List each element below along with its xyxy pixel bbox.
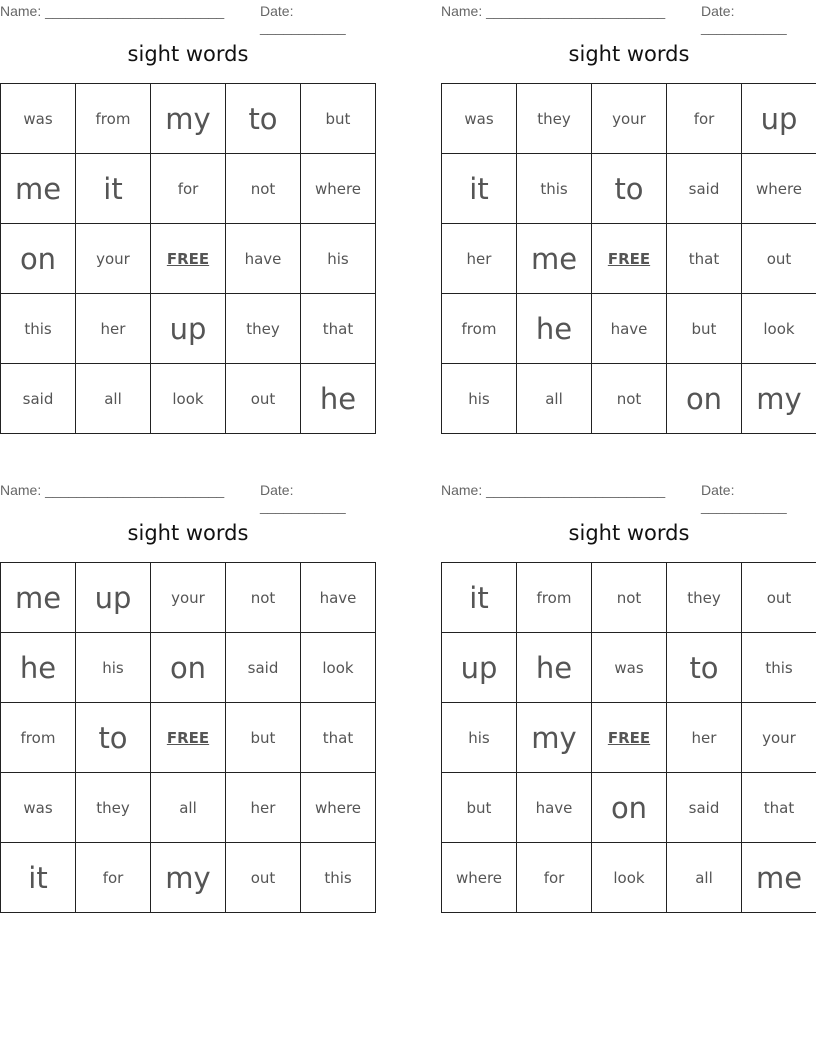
- bingo-row: [442, 294, 816, 364]
- word-cell: me: [1, 154, 76, 224]
- word-cell: it: [442, 563, 517, 633]
- bingo-card: [441, 0, 816, 416]
- word-cell: look: [301, 633, 376, 703]
- word-cell: all: [76, 364, 151, 434]
- word-cell: he: [1, 633, 76, 703]
- word-cell: they: [517, 84, 592, 154]
- date-field-label: Date: ___________: [701, 3, 787, 35]
- word-cell: that: [667, 224, 742, 294]
- word-cell: on: [592, 773, 667, 843]
- bingo-row: [1, 294, 376, 364]
- word-cell: it: [442, 154, 517, 224]
- word-cell: but: [667, 294, 742, 364]
- word-cell: said: [667, 773, 742, 843]
- word-cell: to: [226, 84, 301, 154]
- word-cell: not: [592, 364, 667, 434]
- word-cell: not: [226, 563, 301, 633]
- word-cell: all: [151, 773, 226, 843]
- bingo-row: [442, 773, 816, 843]
- word-cell: to: [592, 154, 667, 224]
- word-cell: to: [667, 633, 742, 703]
- bingo-row: [1, 84, 376, 154]
- word-cell: have: [301, 563, 376, 633]
- date-field-label: Date: ___________: [260, 3, 346, 35]
- word-cell: this: [301, 843, 376, 913]
- word-cell: this: [742, 633, 816, 703]
- free-space-cell: FREE: [592, 703, 667, 773]
- word-cell: his: [442, 703, 517, 773]
- bingo-grid: [441, 83, 816, 434]
- word-cell: where: [301, 773, 376, 843]
- word-cell: they: [226, 294, 301, 364]
- free-space-cell: FREE: [592, 224, 667, 294]
- word-cell: your: [742, 703, 816, 773]
- bingo-row: [442, 364, 816, 434]
- bingo-row: [1, 703, 376, 773]
- word-cell: this: [517, 154, 592, 224]
- word-cell: look: [151, 364, 226, 434]
- card-title: sight words: [127, 521, 249, 545]
- word-cell: her: [226, 773, 301, 843]
- word-cell: his: [76, 633, 151, 703]
- bingo-row: [442, 563, 816, 633]
- bingo-row: [1, 773, 376, 843]
- word-cell: not: [592, 563, 667, 633]
- word-cell: have: [226, 224, 301, 294]
- card-title: sight words: [127, 42, 249, 66]
- word-cell: my: [517, 703, 592, 773]
- word-cell: on: [667, 364, 742, 434]
- word-cell: but: [442, 773, 517, 843]
- date-field-label: Date: ___________: [701, 482, 787, 514]
- word-cell: from: [442, 294, 517, 364]
- word-cell: out: [742, 563, 816, 633]
- bingo-card: [441, 479, 816, 895]
- free-space-cell: FREE: [151, 703, 226, 773]
- word-cell: up: [742, 84, 816, 154]
- free-space-cell: FREE: [151, 224, 226, 294]
- name-field-label: Name: _______________________: [0, 3, 225, 19]
- bingo-card: [0, 0, 376, 416]
- word-cell: out: [226, 843, 301, 913]
- word-cell: look: [592, 843, 667, 913]
- word-cell: up: [76, 563, 151, 633]
- word-cell: where: [742, 154, 816, 224]
- word-cell: was: [1, 773, 76, 843]
- word-cell: my: [151, 843, 226, 913]
- word-cell: not: [226, 154, 301, 224]
- word-cell: he: [517, 633, 592, 703]
- word-cell: his: [301, 224, 376, 294]
- word-cell: her: [442, 224, 517, 294]
- word-cell: her: [667, 703, 742, 773]
- word-cell: from: [76, 84, 151, 154]
- word-cell: said: [226, 633, 301, 703]
- word-cell: that: [301, 703, 376, 773]
- bingo-row: [1, 843, 376, 913]
- name-field-label: Name: _______________________: [441, 482, 666, 498]
- word-cell: was: [592, 633, 667, 703]
- word-cell: that: [742, 773, 816, 843]
- card-title: sight words: [568, 42, 690, 66]
- card-header: [441, 479, 816, 514]
- bingo-row: [1, 224, 376, 294]
- word-cell: from: [517, 563, 592, 633]
- word-cell: was: [1, 84, 76, 154]
- bingo-row: [1, 633, 376, 703]
- date-field-label: Date: ___________: [260, 482, 346, 514]
- word-cell: they: [667, 563, 742, 633]
- word-cell: for: [151, 154, 226, 224]
- word-cell: but: [226, 703, 301, 773]
- card-header: [0, 479, 376, 514]
- bingo-row: [442, 84, 816, 154]
- word-cell: that: [301, 294, 376, 364]
- word-cell: where: [301, 154, 376, 224]
- word-cell: on: [1, 224, 76, 294]
- word-cell: have: [592, 294, 667, 364]
- card-header: [0, 0, 376, 35]
- word-cell: for: [517, 843, 592, 913]
- word-cell: said: [1, 364, 76, 434]
- word-cell: they: [76, 773, 151, 843]
- word-cell: out: [226, 364, 301, 434]
- word-cell: to: [76, 703, 151, 773]
- word-cell: he: [301, 364, 376, 434]
- word-cell: your: [76, 224, 151, 294]
- bingo-row: [442, 224, 816, 294]
- word-cell: for: [667, 84, 742, 154]
- word-cell: all: [667, 843, 742, 913]
- word-cell: it: [1, 843, 76, 913]
- bingo-row: [442, 154, 816, 224]
- word-cell: this: [1, 294, 76, 364]
- word-cell: your: [151, 563, 226, 633]
- card-title: sight words: [568, 521, 690, 545]
- bingo-row: [1, 154, 376, 224]
- name-field-label: Name: _______________________: [0, 482, 225, 498]
- word-cell: me: [517, 224, 592, 294]
- word-cell: have: [517, 773, 592, 843]
- word-cell: me: [1, 563, 76, 633]
- word-cell: on: [151, 633, 226, 703]
- card-header: [441, 0, 816, 35]
- bingo-row: [442, 703, 816, 773]
- word-cell: look: [742, 294, 816, 364]
- bingo-grid: [441, 562, 816, 913]
- word-cell: it: [76, 154, 151, 224]
- name-field-label: Name: _______________________: [441, 3, 666, 19]
- word-cell: for: [76, 843, 151, 913]
- word-cell: but: [301, 84, 376, 154]
- bingo-grid: [0, 83, 376, 434]
- bingo-grid: [0, 562, 376, 913]
- word-cell: my: [742, 364, 816, 434]
- word-cell: up: [442, 633, 517, 703]
- word-cell: was: [442, 84, 517, 154]
- word-cell: where: [442, 843, 517, 913]
- word-cell: from: [1, 703, 76, 773]
- word-cell: he: [517, 294, 592, 364]
- word-cell: your: [592, 84, 667, 154]
- word-cell: all: [517, 364, 592, 434]
- word-cell: my: [151, 84, 226, 154]
- word-cell: her: [76, 294, 151, 364]
- bingo-row: [442, 633, 816, 703]
- bingo-row: [1, 563, 376, 633]
- bingo-card: [0, 479, 376, 895]
- word-cell: out: [742, 224, 816, 294]
- word-cell: up: [151, 294, 226, 364]
- word-cell: said: [667, 154, 742, 224]
- bingo-row: [442, 843, 816, 913]
- word-cell: his: [442, 364, 517, 434]
- word-cell: me: [742, 843, 816, 913]
- bingo-row: [1, 364, 376, 434]
